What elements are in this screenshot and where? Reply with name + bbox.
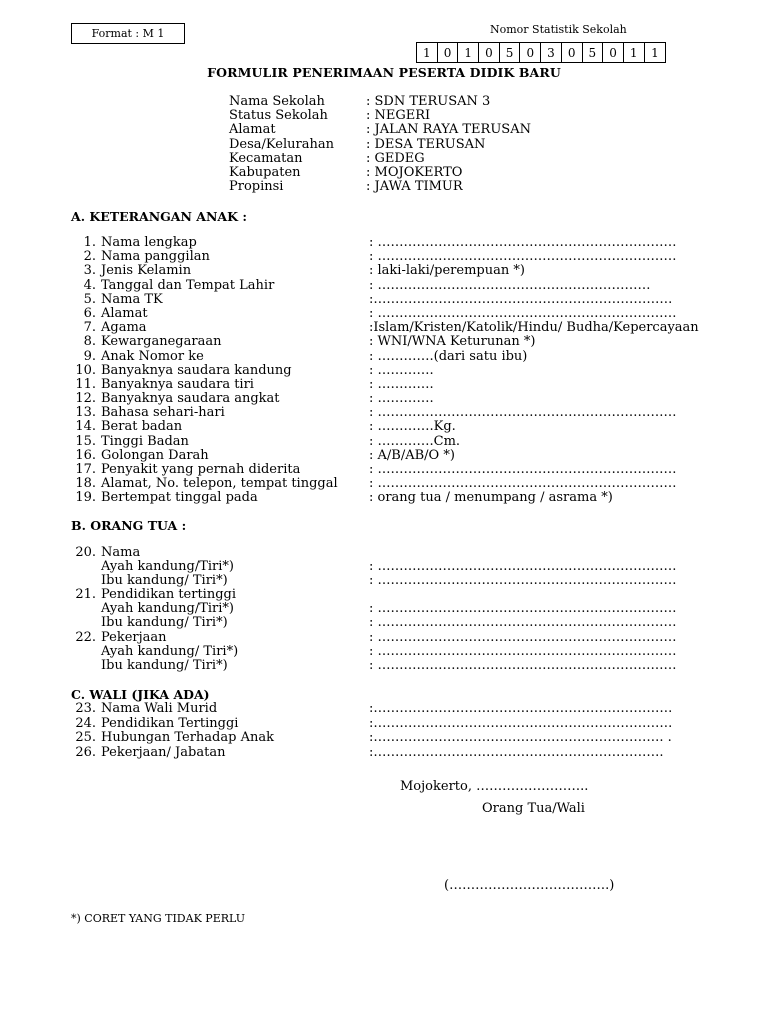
field-number: 17.: [75, 462, 96, 477]
form-field-row: [71, 659, 677, 673]
field-value[interactable]: : ……………………………………………………………: [369, 629, 677, 645]
field-value[interactable]: : ……………………………………………………………: [369, 476, 677, 492]
field-number: 11.: [75, 376, 96, 392]
field-label: Ibu kandung/ Tiri*): [101, 573, 228, 589]
field-number: 13.: [75, 405, 96, 421]
format-label: Format : M 1: [71, 23, 185, 44]
field-value[interactable]: : ………….: [369, 376, 434, 392]
field-number: 23.: [75, 701, 96, 716]
field-number: 16.: [75, 447, 96, 463]
section-a-list: [71, 236, 699, 506]
form-field-row: [71, 546, 677, 560]
field-label: Banyaknya saudara tiri: [101, 376, 254, 392]
school-label: Kecamatan: [229, 150, 303, 166]
guardian-label: Orang Tua/Wali: [482, 801, 585, 816]
field-label: Nama Wali Murid: [101, 701, 218, 716]
form-field-row: [71, 321, 699, 335]
form-field-row: [71, 602, 677, 616]
field-label: Alamat: [101, 305, 148, 321]
school-row: [229, 180, 531, 194]
form-field-row: [71, 335, 699, 349]
field-label: Tinggi Badan: [101, 433, 189, 449]
form-field-row: [71, 293, 699, 307]
field-value[interactable]: : ……………………………………………………………: [369, 615, 677, 631]
field-label: Hubungan Terhadap Anak: [101, 730, 274, 746]
field-label: Nama lengkap: [101, 235, 197, 250]
field-value[interactable]: : ……………………………………………………………: [369, 235, 677, 250]
form-field-row: [71, 364, 699, 378]
form-field-row: [71, 236, 699, 250]
school-row: [229, 152, 531, 166]
field-label: Berat badan: [101, 419, 183, 435]
field-label: Ayah kandung/Tiri*): [101, 559, 235, 575]
school-value: : DESA TERUSAN: [366, 136, 486, 152]
field-number: 10.: [75, 362, 96, 378]
field-label: Pekerjaan/ Jabatan: [101, 744, 226, 760]
nss-digit: 1: [624, 43, 645, 62]
nss-digit: 3: [541, 43, 562, 62]
field-number: 14.: [75, 419, 96, 435]
form-field-row: [71, 350, 699, 364]
section-c-list: [71, 702, 672, 760]
field-label: Bertempat tinggal pada: [101, 490, 258, 506]
form-field-row: [71, 588, 677, 602]
form-field-row: [71, 731, 672, 746]
field-number: 5.: [83, 291, 96, 307]
field-number: 22.: [75, 629, 96, 645]
field-number: 8.: [83, 334, 96, 350]
signature-line: (……………………………….): [444, 878, 615, 893]
nss-digit: 0: [603, 43, 624, 62]
school-row: [229, 123, 531, 137]
field-label: Ayah kandung/ Tiri*): [101, 643, 239, 659]
field-value[interactable]: :…………………………………………………………. .: [369, 730, 672, 746]
field-number: [71, 616, 101, 630]
form-field-row: [71, 560, 677, 574]
field-number: 1.: [83, 235, 96, 250]
field-number: [71, 574, 101, 588]
field-value[interactable]: : ……………………………………………………………: [369, 643, 677, 659]
field-value[interactable]: : ……………………………………………………………: [369, 657, 677, 673]
field-value[interactable]: : ………………………………………………………: [369, 277, 651, 293]
field-value[interactable]: : ……………………………………………………………: [369, 573, 677, 589]
field-label: Agama: [101, 320, 147, 336]
field-label: Golongan Darah: [101, 447, 209, 463]
form-field-row: [71, 420, 699, 434]
form-field-row: [71, 702, 672, 717]
field-label: Bahasa sehari-hari: [101, 405, 225, 421]
field-value[interactable]: : ……………………………………………………………: [369, 305, 677, 321]
field-value[interactable]: : ………….: [369, 362, 434, 378]
field-label: Nama: [101, 545, 141, 560]
field-label: Ayah kandung/Tiri*): [101, 601, 235, 617]
nss-grid: [416, 42, 666, 63]
form-field-row: [71, 463, 699, 477]
field-number: 9.: [83, 348, 96, 364]
field-number: 25.: [75, 730, 96, 746]
field-number: [71, 560, 101, 574]
form-field-row: [71, 477, 699, 491]
field-value[interactable]: : WNI/WNA Keturunan *): [369, 334, 536, 350]
field-label: Jenis Kelamin: [101, 263, 192, 279]
field-value[interactable]: : ………….Kg.: [369, 419, 456, 435]
school-label: Status Sekolah: [229, 108, 328, 124]
field-value[interactable]: : ………….Cm.: [369, 433, 461, 449]
school-value: : MOJOKERTO: [366, 164, 463, 180]
form-field-row: [71, 435, 699, 449]
section-b-list: [71, 546, 677, 673]
form-field-row: [71, 717, 672, 732]
form-field-row: [71, 491, 699, 505]
field-value[interactable]: :………………………………………………………….: [369, 744, 664, 760]
field-number: 24.: [75, 715, 96, 731]
form-field-row: [71, 574, 677, 588]
field-value[interactable]: : ………….: [369, 391, 434, 407]
field-label: Ibu kandung/ Tiri*): [101, 657, 228, 673]
nss-digit: 5: [583, 43, 604, 62]
field-value[interactable]: : ………….(dari satu ibu): [369, 348, 528, 364]
field-number: 19.: [75, 490, 96, 506]
form-field-row: [71, 307, 699, 321]
nss-digit: 1: [458, 43, 479, 62]
form-title: FORMULIR PENERIMAAN PESERTA DIDIK BARU: [207, 65, 561, 80]
field-label: Pendidikan Tertinggi: [101, 715, 239, 731]
place-date: Mojokerto, ……………………..: [400, 779, 589, 794]
footnote: *) CORET YANG TIDAK PERLU: [71, 912, 245, 925]
field-label: Penyakit yang pernah diderita: [101, 462, 301, 477]
school-value: : JALAN RAYA TERUSAN: [366, 122, 531, 138]
school-row: [229, 109, 531, 123]
section-a-title: A. KETERANGAN ANAK :: [71, 209, 247, 224]
field-number: 20.: [75, 545, 96, 560]
field-number: 12.: [75, 391, 96, 407]
school-row: [229, 95, 531, 109]
field-value[interactable]: : ……………………………………………………………: [369, 601, 677, 617]
field-label: Anak Nomor ke: [101, 348, 204, 364]
field-value[interactable]: :……………………………………………………………: [369, 715, 673, 731]
school-value: : JAWA TIMUR: [366, 179, 463, 195]
form-field-row: [71, 645, 677, 659]
field-value[interactable]: : ……………………………………………………………: [369, 462, 677, 477]
form-field-row: [71, 631, 677, 645]
form-field-row: [71, 264, 699, 278]
field-number: 26.: [75, 744, 96, 760]
school-value: : SDN TERUSAN 3: [366, 94, 491, 109]
field-number: 21.: [75, 587, 96, 603]
nss-digit: 1: [417, 43, 438, 62]
form-field-row: [71, 616, 677, 630]
field-value[interactable]: : A/B/AB/O *): [369, 447, 455, 463]
form-field-row: [71, 406, 699, 420]
field-label: Nama panggilan: [101, 249, 210, 265]
field-label: Kewarganegaraan: [101, 334, 222, 350]
nss-digit: 0: [479, 43, 500, 62]
school-info: [229, 95, 531, 194]
school-value: : GEDEG: [366, 150, 425, 166]
school-label: Desa/Kelurahan: [229, 136, 334, 152]
section-b-title: B. ORANG TUA :: [71, 518, 187, 533]
field-label: Ibu kandung/ Tiri*): [101, 615, 228, 631]
field-number: 15.: [75, 433, 96, 449]
field-value[interactable]: : ……………………………………………………………: [369, 405, 677, 421]
school-label: Kabupaten: [229, 164, 301, 180]
field-value[interactable]: : ……………………………………………………………: [369, 559, 677, 575]
field-number: 3.: [83, 263, 96, 279]
form-field-row: [71, 449, 699, 463]
nss-digit: 0: [438, 43, 459, 62]
field-number: 4.: [83, 277, 96, 293]
nss-digit: 0: [562, 43, 583, 62]
field-number: 6.: [83, 305, 96, 321]
form-field-row: [71, 279, 699, 293]
field-label: Banyaknya saudara angkat: [101, 391, 280, 407]
nss-digit: 5: [500, 43, 521, 62]
field-value[interactable]: :……………………………………………………………: [369, 701, 673, 716]
field-label: Alamat, No. telepon, tempat tinggal: [101, 476, 338, 492]
field-value[interactable]: : ……………………………………………………………: [369, 249, 677, 265]
school-label: Alamat: [229, 122, 276, 138]
section-c-title: C. WALI (JIKA ADA): [71, 687, 210, 702]
school-row: [229, 166, 531, 180]
field-label: Banyaknya saudara kandung: [101, 362, 292, 378]
form-field-row: [71, 250, 699, 264]
field-number: [71, 659, 101, 673]
school-value: : NEGERI: [366, 108, 431, 124]
field-number: [71, 645, 101, 659]
field-value[interactable]: : orang tua / menumpang / asrama *): [369, 490, 613, 506]
nss-label: Nomor Statistik Sekolah: [490, 23, 627, 36]
field-value[interactable]: :Islam/Kristen/Katolik/Hindu/ Budha/Kepercayaan: [369, 320, 699, 336]
field-number: 18.: [75, 476, 96, 492]
field-label: Nama TK: [101, 291, 163, 307]
field-number: [71, 602, 101, 616]
form-field-row: [71, 746, 672, 761]
form-field-row: [71, 378, 699, 392]
field-label: Pekerjaan: [101, 629, 167, 645]
form-field-row: [71, 392, 699, 406]
field-number: 2.: [83, 249, 96, 265]
school-label: Propinsi: [229, 179, 284, 195]
school-row: [229, 138, 531, 152]
school-label: Nama Sekolah: [229, 94, 325, 109]
field-label: Tanggal dan Tempat Lahir: [101, 277, 275, 293]
field-number: 7.: [83, 320, 96, 336]
nss-digit: 1: [651, 45, 659, 60]
field-value[interactable]: :……………………………………………………………: [369, 291, 673, 307]
field-label: Pendidikan tertinggi: [101, 587, 237, 603]
nss-digit: 0: [520, 43, 541, 62]
field-value[interactable]: : laki-laki/perempuan *): [369, 263, 525, 279]
